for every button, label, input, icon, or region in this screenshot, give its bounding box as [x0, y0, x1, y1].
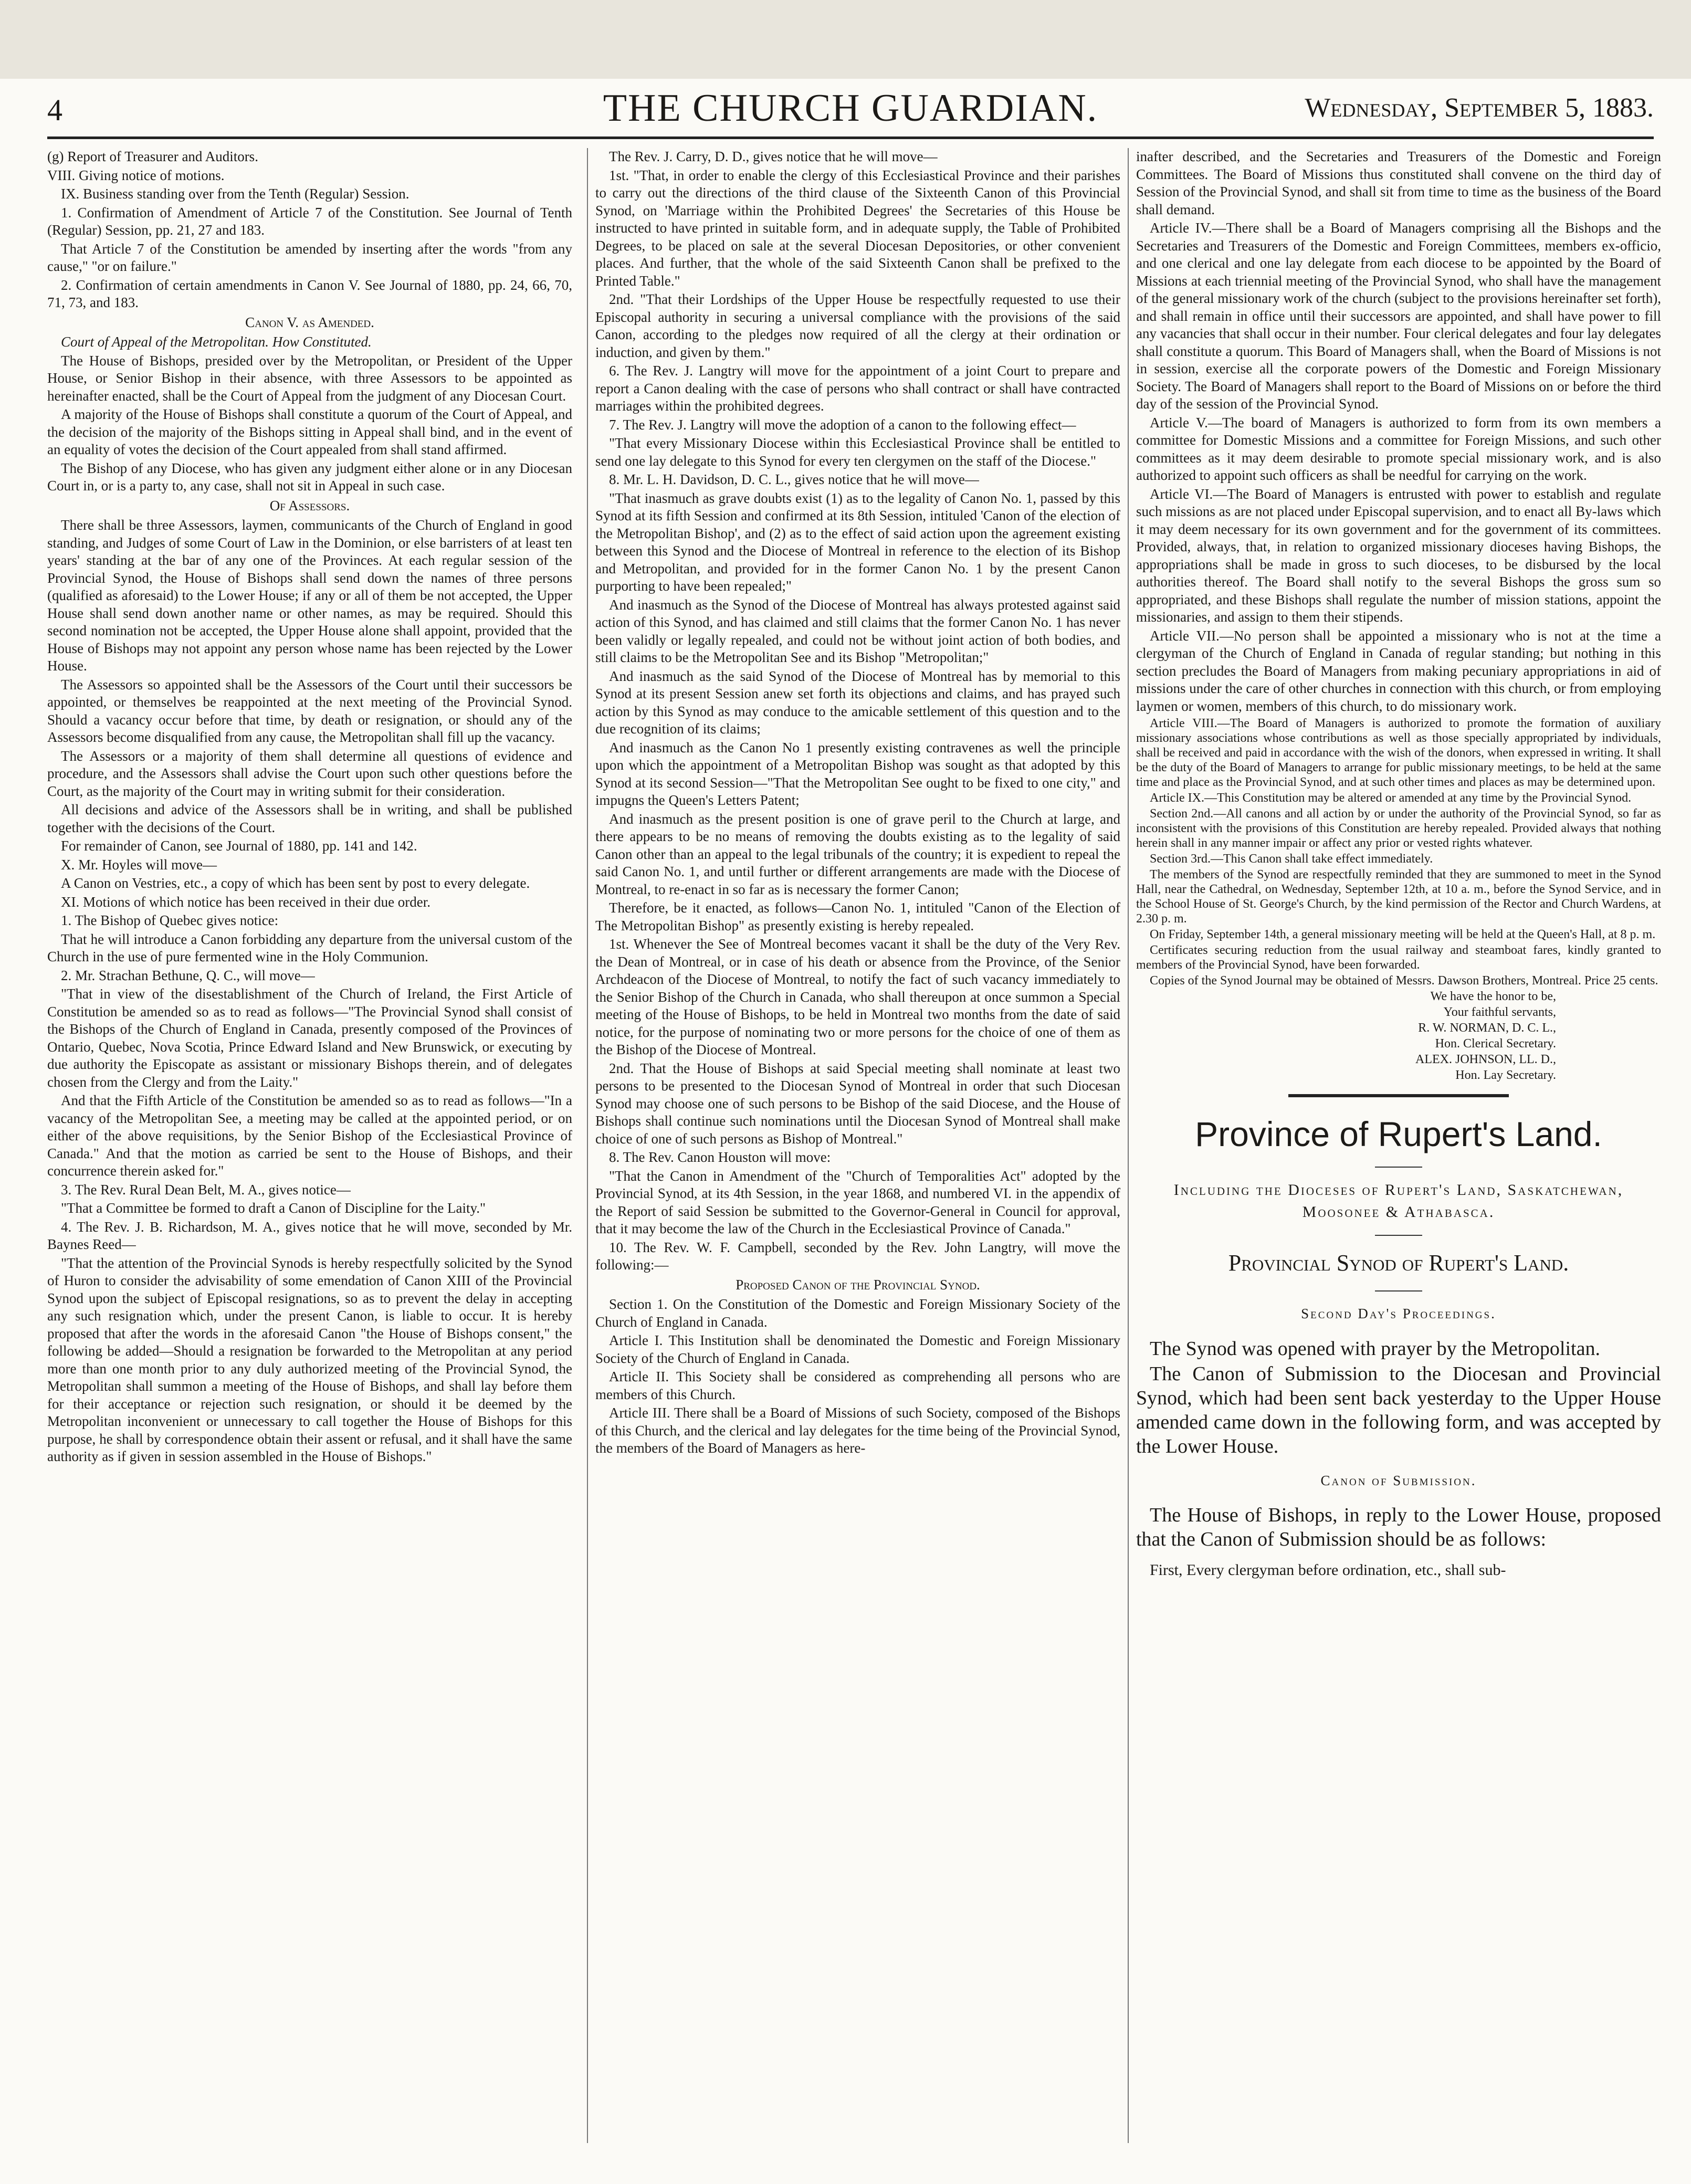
- paragraph: 2. Mr. Strachan Bethune, Q. C., will move—: [61, 967, 315, 983]
- paragraph: Article VII.—No person shall be appointed a missionary who is not at the time a clergyman of the Church of England in Canada of regular standing; but nothing in this section precludes the Board of Managers from making pecuniary appropriations in aid of missions under the care of other churches in connection with this church, or from employing laymen or women, members of this church, to do missionary work.: [1136, 627, 1661, 714]
- paragraph: And inasmuch as the Canon No 1 presently existing contravenes as well the principle upon which the appointment of a Metropolitan Bishop was sought as that adopted by this Synod at its second Session—"That the Metropolitan See ought to be fixed to one city," and impugns the Queen's Letters Patent;: [595, 739, 1120, 808]
- paragraph: Article VI.—The Board of Managers is entrusted with power to establish and regulate such missions as are not placed under Episcopal supervision, and to enact all By-laws which it may deem necessary for its own government and for the government of its committees. Provided, always, that, in relation to organized missionary dioceses having Bishops, the appropriations shall be made in gross to such dioceses, to be disbursed by the local authorities thereof. The Board shall notify to the several Bishops the gross sum so appropriated, and these Bishops shall regulate the number of mission stations, appoint the missionaries, and assign to them their stipends.: [1136, 486, 1661, 625]
- paragraph: Article V.—The board of Managers is authorized to form from its own members a committee for Domestic Missions and a committee for Foreign Missions, and such other committees as it may deem desirable to promote special missionary work, and is also authorized to appoint such officers as shall be needful for carrying on the work.: [1136, 414, 1661, 483]
- paragraph: The House of Bishops, in reply to the Lower House, proposed that the Canon of Submission should be as follows:: [1136, 1504, 1661, 1550]
- paragraph: "That every Missionary Diocese within this Ecclesiastical Province shall be entitled to send one lay delegate to this Synod for every ten clergymen on the staff of the Diocese.": [595, 435, 1120, 469]
- paragraph: XI. Motions of which notice has been received in their due order.: [61, 894, 431, 910]
- paragraph: 4. The Rev. J. B. Richardson, M. A., gives notice that he will move, seconded by Mr. Baynes Reed—: [47, 1219, 572, 1252]
- paragraph: Section 3rd.—This Canon shall take effect immediately.: [1150, 852, 1433, 866]
- divider: [1375, 1290, 1422, 1292]
- paragraph: 3. The Rev. Rural Dean Belt, M. A., gives notice—: [61, 1181, 351, 1198]
- divider: [1288, 1094, 1509, 1097]
- paragraph: A Canon on Vestries, etc., a copy of which has been sent by post to every delegate.: [61, 875, 530, 891]
- paragraph: And inasmuch as the present position is one of grave peril to the Church at large, and there appears to be no means of removing the doubts existing as to the legality of said Canon other than an appeal to the legal tribunals of the country; it is expedient to repeal the said Canon No. 1, and until further or different arrangements are made with the Diocese of Montreal, to re-enact in so far as is necessary the former Canon;: [595, 811, 1120, 897]
- paragraph: 7. The Rev. J. Langtry will move the adoption of a canon to the following effect—: [609, 416, 1076, 433]
- paragraph: IX. Business standing over from the Tenth (Regular) Session.: [61, 186, 409, 202]
- paragraph: Article IX.—This Constitution may be altered or amended at any time by the Provincial Synod.: [1150, 791, 1632, 805]
- masthead: [47, 79, 1654, 139]
- paragraph: A majority of the House of Bishops shall constitute a quorum of the Court of Appeal, and the decision of the majority of the Bishops sitting in Appeal shall bind, and in the event of an equality of votes the decision of the Court appealed from shall stand affirmed.: [47, 406, 572, 457]
- paragraph: 1st. "That, in order to enable the clergy of this Ecclesiastical Province and their parishes to carry out the directions of the third clause of the Sixteenth Canon of this Provincial Synod, on 'Marriage within the Prohibited Degrees' the Secretaries of this House be instructed to have printed in suitable form, and in adequate supply, the Table of Prohibited Degrees, to be placed on sale at the several Diocesan Depositories, or other convenient places. And further, that the whole of the said Sixteenth Canon shall be prefixed to the Printed Table.": [595, 167, 1120, 289]
- signature-line: Your faithful servants,: [1443, 1005, 1556, 1019]
- section-heading: Of Assessors.: [269, 497, 350, 513]
- paragraph: And that the Fifth Article of the Constitution be amended so as to read as follows—"In a vacancy of the Metropolitan See, a meeting may be called at the appointed period, or on either of the above requisitions, by the Senior Bishop of the Ecclesiastical Province of Canada." And that the motion as carried be sent to the House of Bishops, and their concurrence therein asked for.": [47, 1093, 572, 1179]
- rupert-subtitle: Including the Dioceses of Rupert's Land, Saskatchewan, Moosonee & Athabasca.: [1173, 1181, 1624, 1221]
- paragraph: The Assessors or a majority of them shall determine all questions of evidence and procedure, and the Assessors shall advise the Court upon such other questions before the Court, as the majority of the Court may in writing submit for their consideration.: [47, 748, 572, 799]
- divider: [1375, 1167, 1422, 1168]
- paragraph: 2nd. That the House of Bishops at said Special meeting shall nominate at least two persons to be presented to the Diocesan Synod of Montreal in order that such Diocesan Synod may choose one of such persons to be Bishop of the said Diocese, and the House of Bishops shall continue such nominations until the Diocesan Synod of Montreal shall make choice of one of such persons as Bishop of Montreal.": [595, 1060, 1120, 1147]
- issue-date: Wednesday, September 5, 1883.: [1305, 93, 1654, 123]
- rupert-title: Province of Rupert's Land.: [1195, 1115, 1602, 1153]
- page-stain: [0, 0, 1691, 79]
- page-number: 4: [47, 93, 62, 127]
- column-1: [47, 148, 572, 2143]
- section-heading: Second Day's Proceedings.: [1301, 1306, 1496, 1321]
- paragraph: 1. Confirmation of Amendment of Article 7 of the Constitution. See Journal of Tenth (Regular) Session, pp. 21, 27 and 183.: [47, 204, 572, 238]
- paragraph: "That inasmuch as grave doubts exist (1) as to the legality of Canon No. 1, passed by this Synod at its fifth Session and confirmed at its 8th Session, intituled 'Canon of the election of the Metropolitan Bishop', and (2) as to the effect of said action upon the agreement existing between this Synod and the Diocese of Montreal in reference to the election of its Bishop and Metropolitan, and provided for in the former Canon No. 1 by the present Canon purporting to have been repealed;": [595, 490, 1120, 594]
- signature-line: R. W. NORMAN, D. C. L.,: [1418, 1021, 1556, 1035]
- rupert-body: [1136, 1337, 1661, 1552]
- paragraph: "That the Canon in Amendment of the "Church of Temporalities Act" adopted by the Provincial Synod, at its 4th Session, in the year 1868, and numbered VI. in the appendix of the Report of said Session be submitted to the Governor-General in Council for approval, that it may become the law of the Church in the Ecclesiastical Province of Canada.": [595, 1168, 1120, 1236]
- paragraph: Article IV.—There shall be a Board of Managers comprising all the Bishops and the Secretaries and Treasurers of the Domestic and Foreign Committees, members ex-officio, and one clerical and one lay delegate from each diocese to be appointed by the Board of Missions at each triennial meeting of the Provincial Synod, who shall have the management of the general missionary work of the church (subject to the provisions hereinafter set forth), and shall remain in office until their successors are appointed, and shall have power to fill any vacancies that shall occur in their number. Four clerical delegates and four lay delegates shall constitute a quorum. This Board of Managers shall, when the Board of Missions is not in session, exercise all the corporate powers of the Domestic and Foreign Missionary Society. The Board of Managers shall report to the Board of Missions on or before the third day of the session of the Provincial Synod.: [1136, 220, 1661, 412]
- signature-line: Hon. Lay Secretary.: [1455, 1068, 1556, 1082]
- paragraph: Therefore, be it enacted, as follows—Canon No. 1, intituled "Canon of the Election of The Metropolitan Bishop" as presently existing is hereby repealed.: [595, 900, 1120, 933]
- paragraph: 10. The Rev. W. F. Campbell, seconded by the Rev. John Langtry, will move the following:—: [595, 1239, 1120, 1273]
- divider: [1375, 1235, 1422, 1236]
- paragraph: 2nd. "That their Lordships of the Upper House be respectfully requested to use their Episcopal authority in securing a universal compliance with the provisions of the said Canon, according to the pledges now required of all the clergy at their ordination or induction, and given by them.": [595, 291, 1120, 360]
- paragraph: Copies of the Synod Journal may be obtained of Messrs. Dawson Brothers, Montreal. Price 25 cents.: [1150, 974, 1658, 988]
- paragraph: For remainder of Canon, see Journal of 1880, pp. 141 and 142.: [61, 838, 417, 854]
- paragraph: The Bishop of any Diocese, who has given any judgment either alone or in any Diocesan Court in, or is a party to, any case, shall not sit in Appeal in such case.: [47, 460, 572, 494]
- paragraph: 1st. Whenever the See of Montreal becomes vacant it shall be the duty of the Very Rev. the Dean of Montreal, or in case of his death or absence from the Province, of the Senior Archdeacon of the Diocese of Montreal, to notify the fact of such vacancy immediately to the Senior Bishop of the Church in Canada, who shall thereupon at once summon a Special meeting of the House of Bishops, to be held in Montreal two months from the date of said notice, for the purpose of nominating two or more persons for the choice of one of them as the Bishop of the Diocese of Montreal.: [595, 936, 1120, 1057]
- section-heading: Canon V. as Amended.: [245, 314, 374, 330]
- section-heading: Canon of Submission.: [1320, 1472, 1477, 1488]
- paragraph: 8. The Rev. Canon Houston will move:: [609, 1149, 831, 1165]
- column-2: [587, 148, 1120, 2143]
- section-heading: Proposed Canon of the Provincial Synod.: [736, 1276, 980, 1293]
- paragraph: Article I. This Institution shall be denominated the Domestic and Foreign Missionary Society of the Church of England in Canada.: [595, 1332, 1120, 1366]
- newspaper-title: THE CHURCH GUARDIAN.: [603, 87, 1098, 130]
- paragraph: VIII. Giving notice of motions.: [47, 167, 225, 183]
- paragraph: All decisions and advice of the Assessors shall be in writing, and shall be published together with the decisions of the Court.: [47, 802, 572, 835]
- paragraph: "That a Committee be formed to draft a Canon of Discipline for the Laity.": [61, 1200, 486, 1216]
- paragraph: The House of Bishops, presided over by the Metropolitan, or President of the Upper House, or Senior Bishop in their absence, with three Assessors to be appointed as hereinafter enacted, shall be the Court of Appeal from the judgment of any Diocesan Court.: [47, 352, 572, 404]
- paragraph: Certificates securing reduction from the usual railway and steamboat fares, kindly granted to members of the Provincial Synod, have been forwarded.: [1136, 943, 1661, 972]
- paragraph: "That the attention of the Provincial Synods is hereby respectfully solicited by the Synod of Huron to consider the advisability of some emendation of Canon XIII of the Provincial Synod upon the subject of Episcopal resignations, so as to prevent the delay in accepting any such resignation which, under the present Canon, is liable to occur. It is hereby proposed that after the words in the aforesaid Canon "the House of Bishops consent," the following be added—Should a resignation be forwarded to the Metropolitan at any period more than one month prior to any duly authorized meeting of the Provincial Synod, the Metropolitan shall summon a meeting of the House of Bishops, and shall lay before them for their acceptance or rejection such resignation, or should it be deemed by the Metropolitan inconvenient or unnecessary to call together the House of Bishops for this purpose, he shall by correspondence obtain their assent or refusal, and it shall have the same authority as if given in session assembled in the House of Bishops.": [47, 1255, 572, 1464]
- paragraph: 6. The Rev. J. Langtry will move for the appointment of a joint Court to prepare and report a Canon dealing with the case of persons who shall contract or shall have contracted marriages within the prohibited degrees.: [595, 363, 1120, 414]
- column-3: [1128, 148, 1661, 2143]
- paragraph: On Friday, September 14th, a general missionary meeting will be held at the Queen's Hall, at 8 p. m.: [1150, 928, 1656, 941]
- paragraph: And inasmuch as the Synod of the Diocese of Montreal has always protested against said action of this Synod, and has claimed and still claims that the former Canon No. 1 has never been validly or legally repealed, and could not be without joint action of both bodies, and still claims to be the Metropolitan See and its Bishop "Metropolitan;": [595, 596, 1120, 665]
- paragraph: There shall be three Assessors, laymen, communicants of the Church of England in good standing, and Judges of some Court of Law in the Dominion, or else barristers of at least ten years' standing at the bar of any one of the Provinces. At each regular session of the Provincial Synod, the House of Bishops shall send down the names of three persons (qualified as aforesaid) to the Lower House; if any or all of them be not accepted, the Upper House shall send down another name or other names, as may be required. Should this second nomination not be accepted, the Upper House alone shall appoint, provided that the House of Bishops may not appoint any person whose name has been rejected by the Lower House.: [47, 517, 572, 674]
- signature-line: We have the honor to be,: [1430, 990, 1556, 1003]
- paragraph: The Rev. J. Carry, D. D., gives notice that he will move—: [609, 149, 938, 164]
- paragraph: That Article 7 of the Constitution be amended by inserting after the words "from any cause," "or on failure.": [47, 240, 572, 274]
- paragraph: That he will introduce a Canon forbidding any departure from the universal custom of the Church in the use of pure fermented wine in the Holy Communion.: [47, 931, 572, 964]
- paragraph: First, Every clergyman before ordination, etc., shall sub-: [1150, 1561, 1506, 1579]
- paragraph: Article II. This Society shall be considered as comprehending all persons who are members of this Church.: [595, 1369, 1120, 1402]
- paragraph: "That in view of the disestablishment of the Church of Ireland, the First Article of Constitution be amended so as to read as follows—"The Provincial Synod shall consist of the Bishops of the Church of England in Canada, presently composed of the Provinces of Ontario, Quebec, Nova Scotia, Prince Edward Island and New Brunswick, or executing by due authority the Episcopate as assistant or missionary Bishops therein, and of delegates chosen from the Clergy and from the Laity.": [47, 986, 572, 1090]
- signature-line: ALEX. JOHNSON, LL. D.,: [1415, 1053, 1556, 1066]
- signature-line: Hon. Clerical Secretary.: [1435, 1037, 1556, 1051]
- paragraph: And inasmuch as the said Synod of the Diocese of Montreal has by memorial to this Synod at its present Session anew set forth its objections and claims, and has prayed such action by this Synod as may conduce to the amicable settlement of this question and to the due recognition of its claims;: [595, 668, 1120, 737]
- paragraph: Article VIII.—The Board of Managers is authorized to promote the formation of auxiliary missionary associations whose contributions as well as those specially appropriated by individuals, shall be received and paid in accordance with the wish of the donors, when expressed in writing. It shall be the duty of the Board of Managers to arrange for public missionary meetings, to be held at the same time and place as the Provincial Synod, and at such other times and places as may be determined upon.: [1136, 717, 1661, 789]
- paragraph: (g) Report of Treasurer and Auditors.: [47, 149, 258, 164]
- paragraph: Article III. There shall be a Board of Missions of such Society, composed of the Bishops of this Church, and the clerical and lay delegates for the time being of the Provincial Synod, the members of the Board of Managers as here-: [595, 1405, 1120, 1456]
- subheading: Court of Appeal of the Metropolitan. How Constituted.: [61, 334, 372, 350]
- paragraph: The Synod was opened with prayer by the Metropolitan.: [1150, 1337, 1600, 1360]
- paragraph: Section 1. On the Constitution of the Domestic and Foreign Missionary Society of the Church of England in Canada.: [595, 1296, 1120, 1330]
- paragraph: Section 2nd.—All canons and all action by or under the authority of the Provincial Synod, so far as inconsistent with the provisions of this Constitution are hereby repealed. Provided always that nothing herein shall in any manner impair or affect any prior or vested rights whatever.: [1136, 807, 1661, 850]
- paragraph: 2. Confirmation of certain amendments in Canon V. See Journal of 1880, pp. 24, 66, 70, 71, 73, and 183.: [47, 277, 572, 310]
- paragraph: inafter described, and the Secretaries and Treasurers of the Domestic and Foreign Committees. The Board of Missions thus constituted shall convene on the third day of Session of the Provincial Synod, and shall sit from time to time as the business of the Board shall demand.: [1136, 149, 1661, 217]
- paragraph: X. Mr. Hoyles will move—: [61, 856, 217, 873]
- paragraph: 8. Mr. L. H. Davidson, D. C. L., gives notice that he will move—: [609, 471, 979, 487]
- paragraph: The members of the Synod are respectfully reminded that they are summoned to meet in the Synod Hall, near the Cathedral, on Wednesday, September 12th, at 10 a. m., before the Synod Service, and in the School House of St. George's Church, by the kind permission of the Rector and Church Wardens, at 2.30 p. m.: [1136, 868, 1661, 926]
- paragraph: The Assessors so appointed shall be the Assessors of the Court until their successors be appointed, or themselves be reappointed at the next meeting of the Provincial Synod. Should a vacancy occur before that time, by death or resignation, or should any of the Assessors become disqualified from any cause, the Metropolitan shall fill up the vacancy.: [47, 676, 572, 745]
- paragraph: 1. The Bishop of Quebec gives notice:: [61, 912, 279, 928]
- small-print: [1136, 716, 1661, 1083]
- synod-title: Provincial Synod of Rupert's Land.: [1228, 1250, 1569, 1276]
- paragraph: The Canon of Submission to the Diocesan and Provincial Synod, which had been sent back yesterday to the Upper House amended came down in the following form, and was accepted by the Lower House.: [1136, 1362, 1661, 1457]
